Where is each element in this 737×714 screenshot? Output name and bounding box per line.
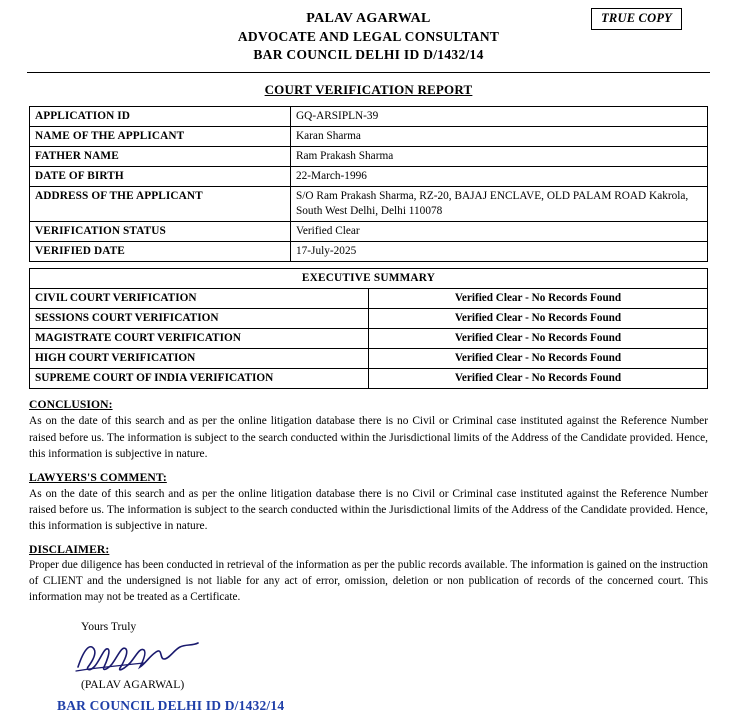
row-value: Verified Clear - No Records Found — [369, 349, 708, 369]
header-divider — [27, 72, 710, 73]
table-row — [30, 309, 708, 329]
disclaimer-text: Proper due diligence has been conducted in retrieval of the information as per the public records available. The information is gained on the instruction of CLIENT and the undersigned is not liable for any act of error, omission, deletion or non publication of records of the concerned court. This information may not be treated as a Certificate. — [29, 559, 708, 604]
table-row — [30, 187, 708, 222]
closing-salutation: Yours Truly — [81, 620, 137, 634]
row-label: ADDRESS OF THE APPLICANT — [30, 187, 291, 222]
report-body — [29, 398, 708, 606]
conclusion-text: As on the date of this search and as per the online litigation database there is no Civil or Criminal case instituted against the Reference Number raised before us. The information is subject to the search conducted within the Jurisdictional limits of the Address of the Candidate provided. Hence, this information is subjective in nature. — [29, 415, 708, 460]
executive-summary-table — [29, 268, 708, 389]
executive-summary-heading: EXECUTIVE SUMMARY — [30, 269, 708, 289]
row-label: CIVIL COURT VERIFICATION — [30, 289, 369, 309]
row-value: Verified Clear - No Records Found — [369, 289, 708, 309]
table-row — [30, 167, 708, 187]
advocate-designation: ADVOCATE AND LEGAL CONSULTANT — [237, 29, 500, 45]
row-value: Verified Clear — [291, 222, 708, 242]
row-label: SESSIONS COURT VERIFICATION — [30, 309, 369, 329]
advocate-name: PALAV AGARWAL — [306, 11, 431, 26]
row-label: HIGH COURT VERIFICATION — [30, 349, 369, 369]
row-label: SUPREME COURT OF INDIA VERIFICATION — [30, 369, 369, 389]
row-value: Verified Clear - No Records Found — [369, 329, 708, 349]
advocate-council-id: BAR COUNCIL DELHI ID D/1432/14 — [253, 47, 484, 63]
summary-header-row — [30, 269, 708, 289]
table-row — [30, 289, 708, 309]
row-label: VERIFICATION STATUS — [30, 222, 291, 242]
true-copy-stamp: TRUE COPY — [591, 8, 682, 30]
handwritten-signature-icon — [74, 637, 204, 677]
table-row — [30, 222, 708, 242]
row-label: FATHER NAME — [30, 147, 291, 167]
row-label: DATE OF BIRTH — [30, 167, 291, 187]
row-value: 17-July-2025 — [291, 242, 708, 262]
page-title: COURT VERIFICATION REPORT — [264, 82, 473, 98]
applicant-details-table — [29, 106, 708, 262]
row-value: S/O Ram Prakash Sharma, RZ-20, BAJAJ ENCLAVE, OLD PALAM ROAD Kakrola, South West Delhi, Delhi 110078 — [291, 187, 708, 222]
table-row — [30, 349, 708, 369]
table-row — [30, 369, 708, 389]
conclusion-title: CONCLUSION: — [29, 398, 113, 412]
row-value: Verified Clear - No Records Found — [369, 369, 708, 389]
row-label: NAME OF THE APPLICANT — [30, 127, 291, 147]
row-value: 22-March-1996 — [291, 167, 708, 187]
table-row — [30, 107, 708, 127]
row-value: Ram Prakash Sharma — [291, 147, 708, 167]
row-value: Verified Clear - No Records Found — [369, 309, 708, 329]
table-row — [30, 147, 708, 167]
row-value: Karan Sharma — [291, 127, 708, 147]
signature-image — [29, 637, 708, 677]
footer-council-id: BAR COUNCIL DELHI ID D/1432/14 — [57, 698, 285, 714]
signature-block — [29, 606, 708, 714]
table-row — [30, 329, 708, 349]
table-row — [30, 127, 708, 147]
row-label: APPLICATION ID — [30, 107, 291, 127]
lawyers-comment-text: As on the date of this search and as per the online litigation database there is no Civil or Criminal case instituted against the Reference Number raised before us. The information is subject to the search conducted within the Jurisdictional limits of the Address of the Candidate provided. Hence, this information is subjective in nature. — [29, 487, 708, 533]
row-value: GQ-ARSIPLN-39 — [291, 107, 708, 127]
disclaimer-title: DISCLAIMER: — [29, 543, 110, 557]
lawyers-comment-title: LAWYERS'S COMMENT: — [29, 470, 167, 484]
row-label: VERIFIED DATE — [30, 242, 291, 262]
signatory-name: (PALAV AGARWAL) — [81, 678, 185, 692]
table-row — [30, 242, 708, 262]
row-label: MAGISTRATE COURT VERIFICATION — [30, 329, 369, 349]
